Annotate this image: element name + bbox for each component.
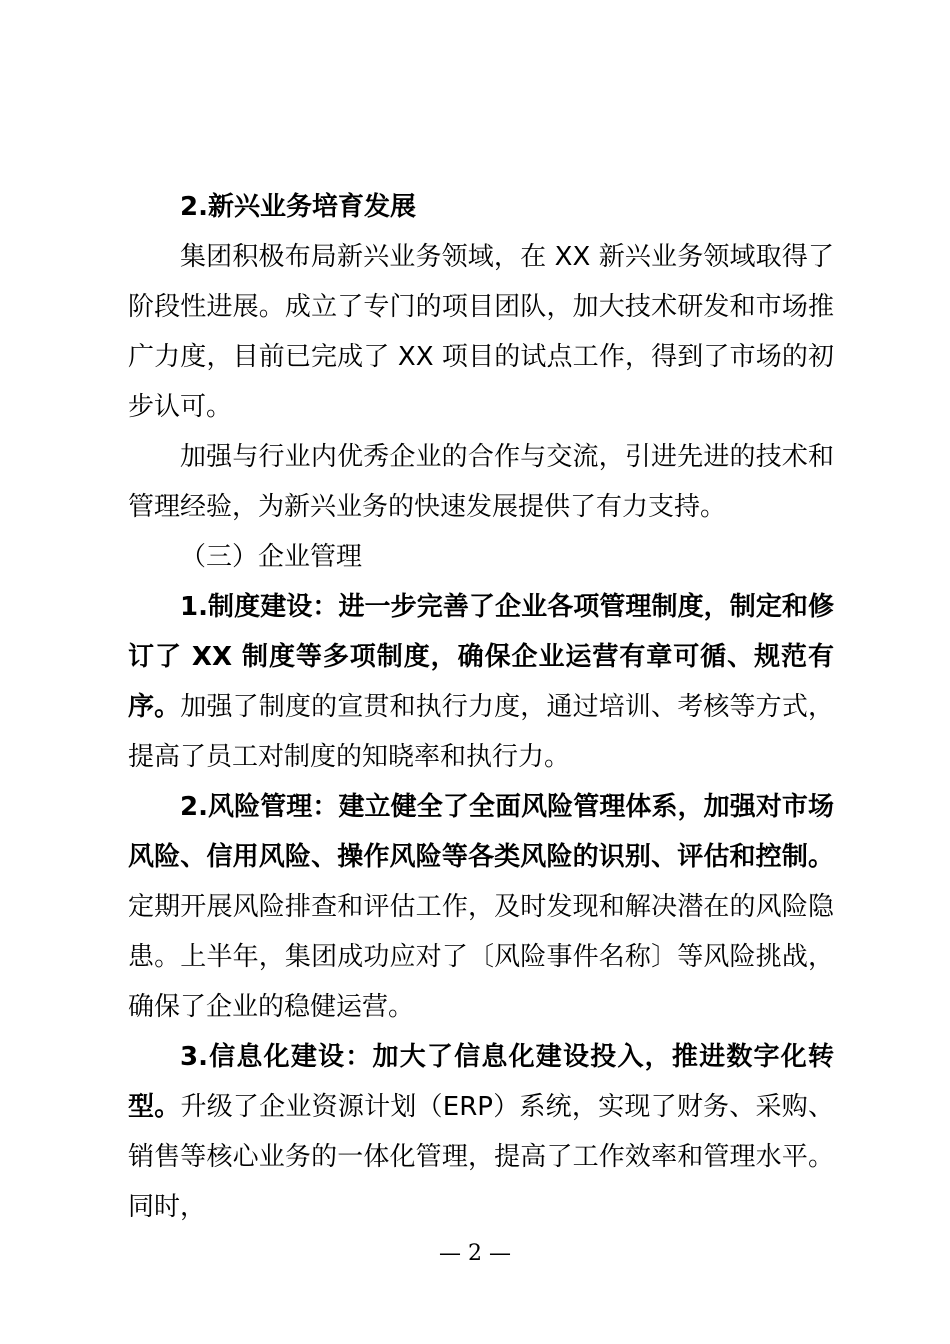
paragraph-informatization bbox=[128, 1032, 834, 1232]
document-body bbox=[128, 182, 834, 1232]
system-building-lead: 1.制度建设：进一步完善了企业各项管理制度，制定和修订了 XX 制度等多项制度，确保企业运营有章可循、规范有序。 bbox=[128, 592, 834, 722]
paragraph-risk-management bbox=[128, 782, 834, 1032]
paragraph-emerging-business-progress: 集团积极布局新兴业务领域，在 XX 新兴业务领域取得了阶段性进展。成立了专门的项目团队，加大技术研发和市场推广力度，目前已完成了 XX 项目的试点工作，得到了市场的初步认可。 bbox=[128, 242, 834, 422]
risk-management-lead: 2.风险管理：建立健全了全面风险管理体系，加强对市场风险、信用风险、操作风险等各类风险的识别、评估和控制。 bbox=[128, 792, 834, 872]
system-building-body: 加强了制度的宣贯和执行力度，通过培训、考核等方式，提高了员工对制度的知晓率和执行力。 bbox=[128, 692, 834, 772]
page-number: — 2 — bbox=[439, 1241, 511, 1266]
informatization-lead: 3.信息化建设：加大了信息化建设投入，推进数字化转型。 bbox=[128, 1042, 834, 1122]
section-heading-enterprise-management: （三）企业管理 bbox=[180, 542, 363, 572]
paragraph-cooperation-exchange: 加强与行业内优秀企业的合作与交流，引进先进的技术和管理经验，为新兴业务的快速发展提供了有力支持。 bbox=[128, 442, 834, 522]
subsection-heading-emerging-business: 2.新兴业务培育发展 bbox=[180, 192, 416, 222]
informatization-body: 升级了企业资源计划（ERP）系统，实现了财务、采购、销售等核心业务的一体化管理，提高了工作效率和管理水平。同时， bbox=[128, 1092, 834, 1222]
risk-management-body: 定期开展风险排查和评估工作，及时发现和解决潜在的风险隐患。上半年，集团成功应对了〔风险事件名称〕等风险挑战，确保了企业的稳健运营。 bbox=[128, 892, 834, 1022]
paragraph-system-building bbox=[128, 582, 834, 782]
